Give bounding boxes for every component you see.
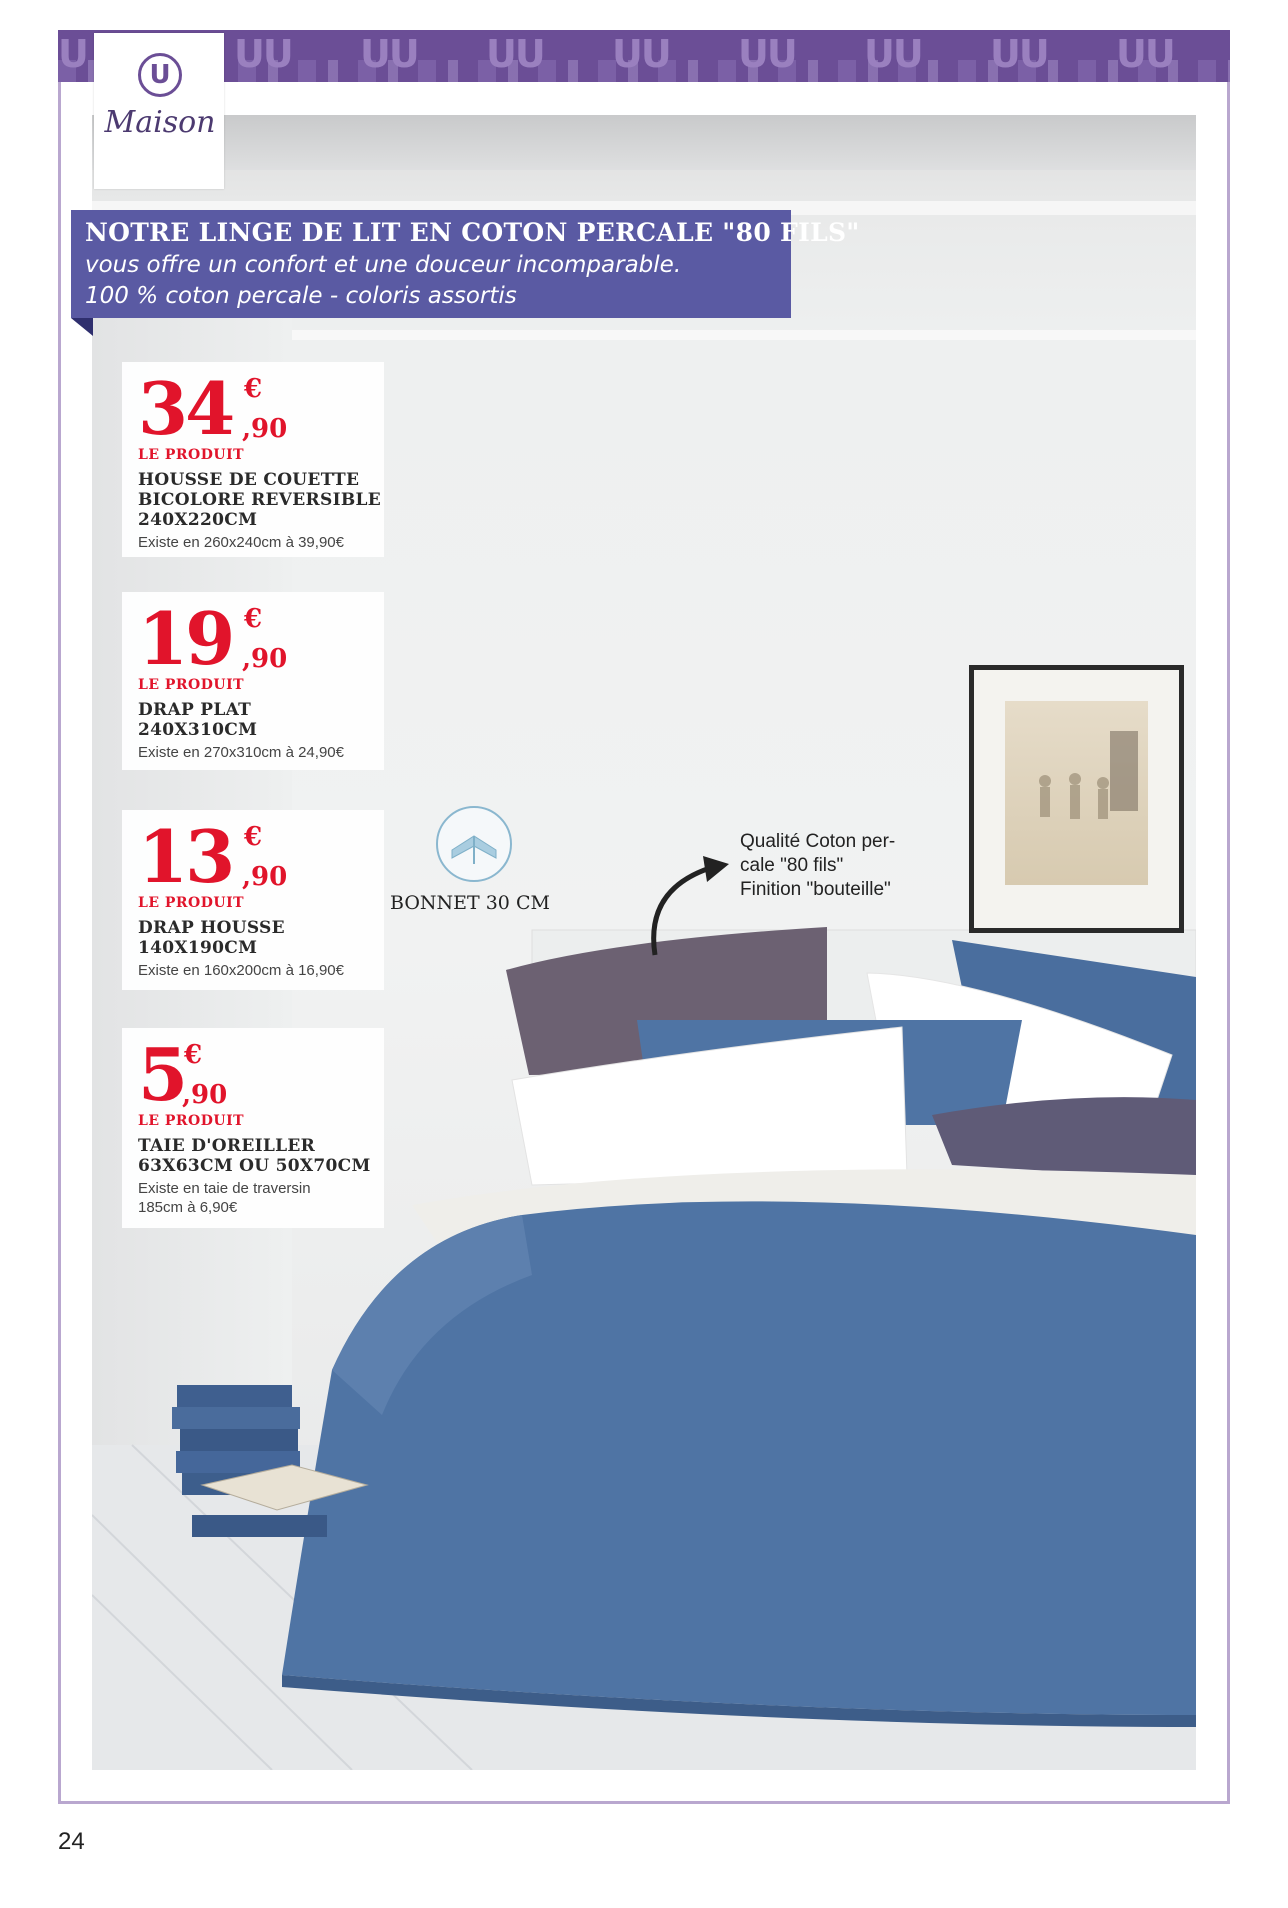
- product-variant: Existe en 260x240cm à 39,90€: [138, 534, 344, 551]
- price-cents: ,90: [242, 414, 288, 444]
- banner-subline: vous offre un confort et une douceur incomparable.: [85, 252, 682, 278]
- price-tag: [138, 596, 288, 681]
- band-uu-mark: UU: [1116, 32, 1174, 76]
- page-number: 24: [58, 1828, 85, 1855]
- product-name-line: 240X220CM: [138, 510, 258, 530]
- price-tag: [138, 814, 288, 899]
- u-logo-circle: [138, 53, 182, 97]
- price-euros: 5: [138, 1032, 186, 1117]
- product-variant: [138, 1179, 311, 1217]
- product-name-line: 240X310CM: [138, 720, 258, 740]
- quality-note-line: cale "80 fils": [740, 855, 844, 876]
- band-uu-mark: UU: [990, 32, 1048, 76]
- price-euros: 19: [138, 596, 233, 681]
- u-maison-logo: [94, 33, 224, 189]
- product-label: LE PRODUIT: [138, 677, 245, 693]
- quality-note-line: Finition "bouteille": [740, 879, 891, 900]
- product-name-line: DRAP HOUSSE: [138, 918, 285, 938]
- price-cents: ,90: [242, 644, 288, 674]
- product-name-line: HOUSSE DE COUETTE: [138, 470, 360, 490]
- product-name-line: 63X63CM OU 50X70CM: [138, 1156, 371, 1176]
- price-tag: [138, 1032, 228, 1117]
- price-tag: [138, 366, 288, 451]
- price-currency: €: [244, 604, 263, 634]
- product-variant-line: Existe en taie de traversin: [138, 1180, 311, 1197]
- product-name: [138, 1136, 371, 1176]
- band-uu-mark: UU: [234, 32, 292, 76]
- band-uu-mark: UU: [612, 32, 670, 76]
- band-uu-mark: U: [58, 32, 87, 76]
- product-variant: Existe en 160x200cm à 16,90€: [138, 962, 344, 979]
- bonnet-icon: [436, 806, 512, 882]
- bonnet-label: BONNET 30 CM: [390, 892, 550, 914]
- price-cents: ,90: [242, 862, 288, 892]
- band-uu-mark: UU: [486, 32, 544, 76]
- banner-fold: [71, 318, 93, 336]
- product-card: [122, 592, 384, 770]
- product-name: [138, 918, 285, 958]
- price-currency: €: [184, 1040, 203, 1070]
- picture-artwork: [1005, 701, 1148, 885]
- quality-note: [740, 830, 895, 902]
- banner-subline: 100 % coton percale - coloris assortis: [85, 283, 517, 309]
- quality-note-line: Qualité Coton per-: [740, 831, 896, 852]
- product-variant-line: 185cm à 6,90€: [138, 1199, 238, 1216]
- product-variant: Existe en 270x310cm à 24,90€: [138, 744, 344, 761]
- product-name-line: BICOLORE REVERSIBLE: [138, 490, 381, 510]
- price-currency: €: [244, 822, 263, 852]
- banner-headline: NOTRE LINGE DE LIT EN COTON PERCALE "80 FILS": [85, 218, 860, 247]
- price-currency: €: [244, 374, 263, 404]
- logo-letter: U: [149, 60, 171, 90]
- price-cents: ,90: [182, 1080, 228, 1110]
- product-label: LE PRODUIT: [138, 1113, 245, 1129]
- band-uu-mark: UU: [360, 32, 418, 76]
- product-name: [138, 700, 257, 740]
- curved-arrow-icon: [645, 850, 735, 960]
- price-euros: 34: [138, 366, 233, 451]
- headline-banner: [71, 210, 860, 318]
- bonnet-icon-glyph: [438, 808, 510, 880]
- product-card: [122, 810, 384, 990]
- brand-pattern-band: [58, 30, 1230, 82]
- product-name-line: DRAP PLAT: [138, 700, 252, 720]
- product-label: LE PRODUIT: [138, 895, 245, 911]
- product-label: LE PRODUIT: [138, 447, 245, 463]
- artwork-sketch: [1005, 701, 1148, 885]
- band-uu-mark: UU: [738, 32, 796, 76]
- product-card: [122, 1028, 384, 1228]
- product-name: [138, 470, 381, 530]
- product-name-line: TAIE D'OREILLER: [138, 1136, 316, 1156]
- product-name-line: 140X190CM: [138, 938, 258, 958]
- logo-wordmark: Maison: [104, 105, 216, 140]
- price-euros: 13: [138, 814, 233, 899]
- wall-picture-frame: [969, 665, 1184, 933]
- band-uu-mark: UU: [864, 32, 922, 76]
- product-card: [122, 362, 384, 557]
